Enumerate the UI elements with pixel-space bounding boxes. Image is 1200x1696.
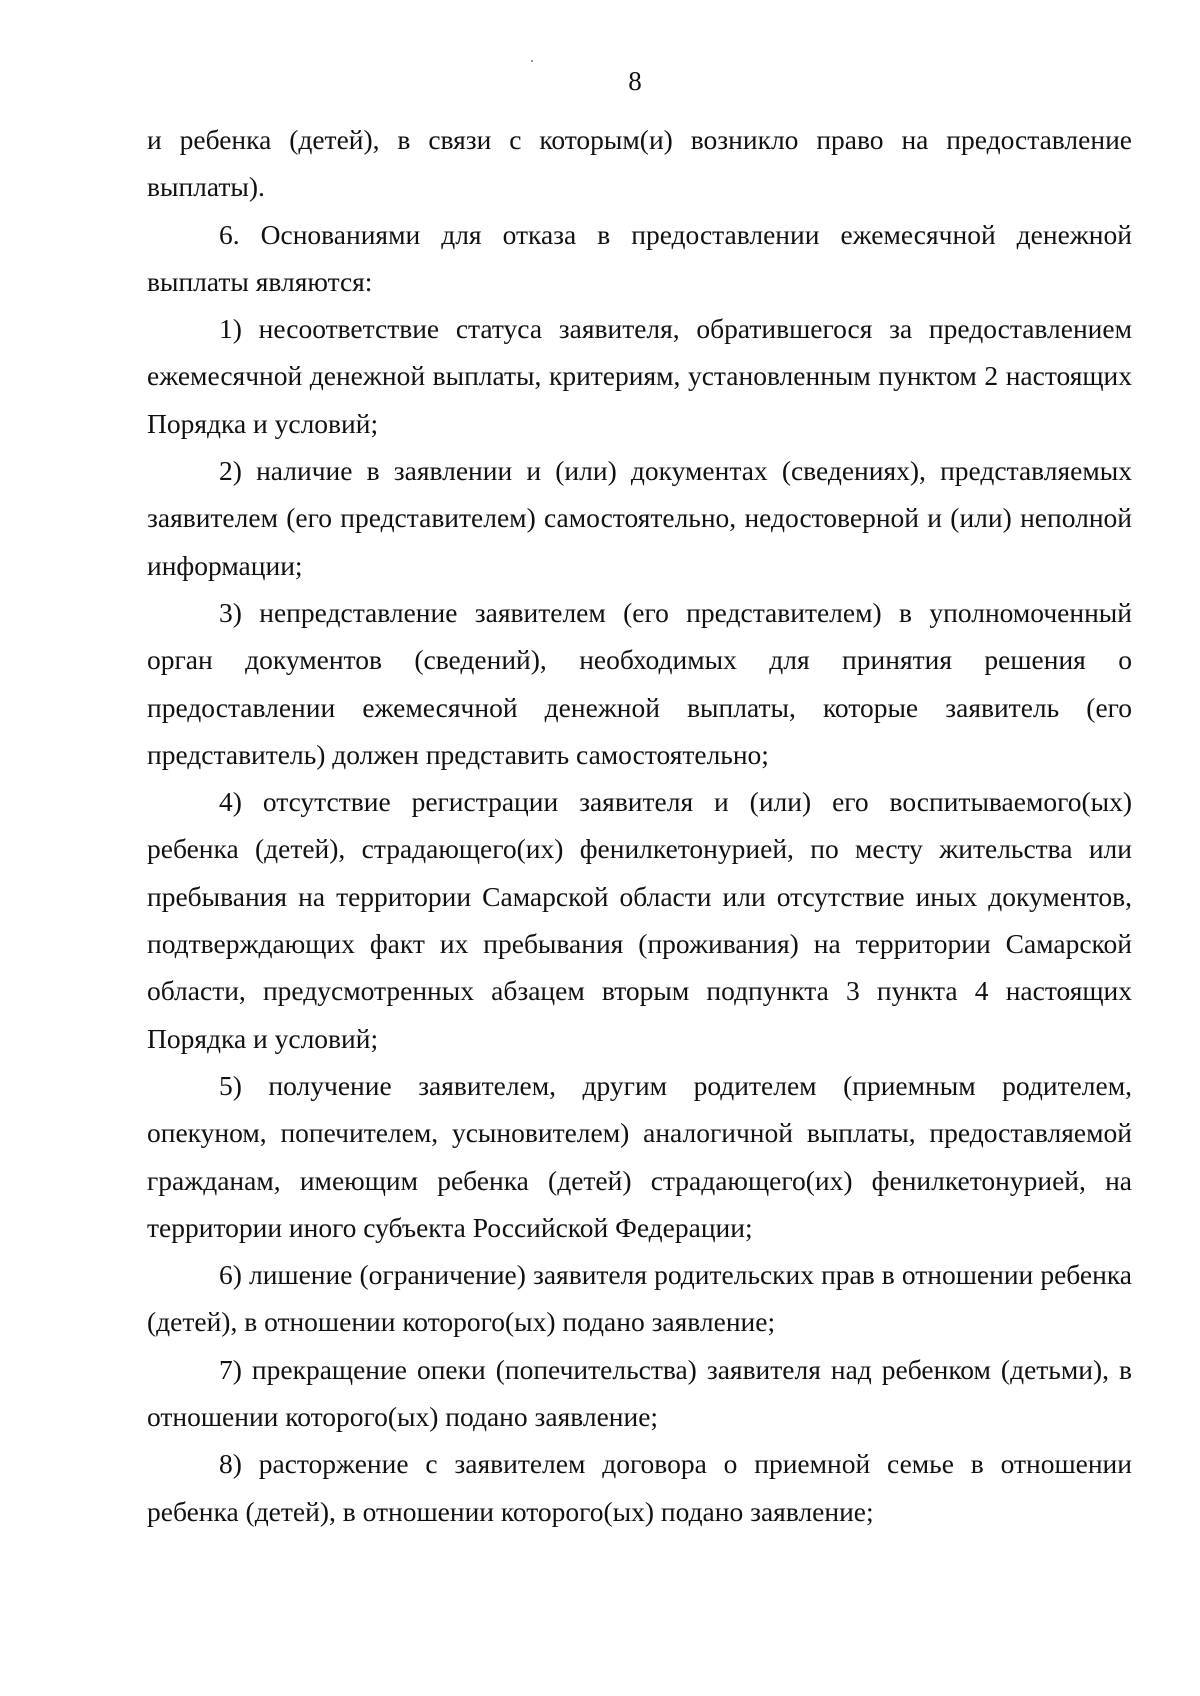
list-item-5: 5) получение заявителем, другим родителем (приемным родителем, опекуном, попечителем, усыновителем) аналогичной выплаты, предоставляемой гражданам, имеющим ребенка (детей) страдающего(их) фенилкетонурией, на территории иного субъекта Российской Федерации;: [147, 1069, 1132, 1243]
list-item-3: 3) непредставление заявителем (его представителем) в уполномоченный орган документов (сведений), необходимых для принятия решения о предоставлении ежемесячной денежной выплаты, которые заявитель (его представитель) должен представить самостоятельно;: [147, 596, 1132, 770]
paragraph-continuation: и ребенка (детей), в связи с которым(и) возникло право на предоставление выплаты).: [147, 124, 1132, 203]
list-item-1: 1) несоответствие статуса заявителя, обратившегося за предоставлением ежемесячной денежной выплаты, критериям, установленным пунктом 2 настоящих Порядка и условий;: [147, 313, 1132, 439]
page-number: 8: [628, 66, 642, 96]
list-item-2: 2) наличие в заявлении и (или) документах (сведениях), представляемых заявителем (его представителем) самостоятельно, недостоверной и (или) неполной информации;: [147, 455, 1132, 581]
list-item-8: 8) расторжение с заявителем договора о приемной семье в отношении ребенка (детей), в отношении которого(ых) подано заявление;: [147, 1448, 1132, 1527]
list-item-6: 6) лишение (ограничение) заявителя родительских прав в отношении ребенка (детей), в отношении которого(ых) подано заявление;: [147, 1259, 1132, 1338]
paragraph-6-refusal-grounds: 6. Основаниями для отказа в предоставлении ежемесячной денежной выплаты являются:: [147, 218, 1132, 297]
scan-speck: [531, 60, 533, 62]
list-item-4: 4) отсутствие регистрации заявителя и (или) его воспитываемого(ых) ребенка (детей), страдающего(их) фенилкетонурией, по месту жительства или пребывания на территории Самарской области или отсутствие иных документов, подтверждающих факт их пребывания (проживания) на территории Самарской области, предусмотренных абзацем вторым подпункта 3 пункта 4 настоящих Порядка и условий;: [147, 786, 1132, 1054]
list-item-7: 7) прекращение опеки (попечительства) заявителя над ребенком (детьми), в отношении которого(ых) подано заявление;: [147, 1353, 1132, 1433]
document-body: [147, 116, 1132, 1535]
